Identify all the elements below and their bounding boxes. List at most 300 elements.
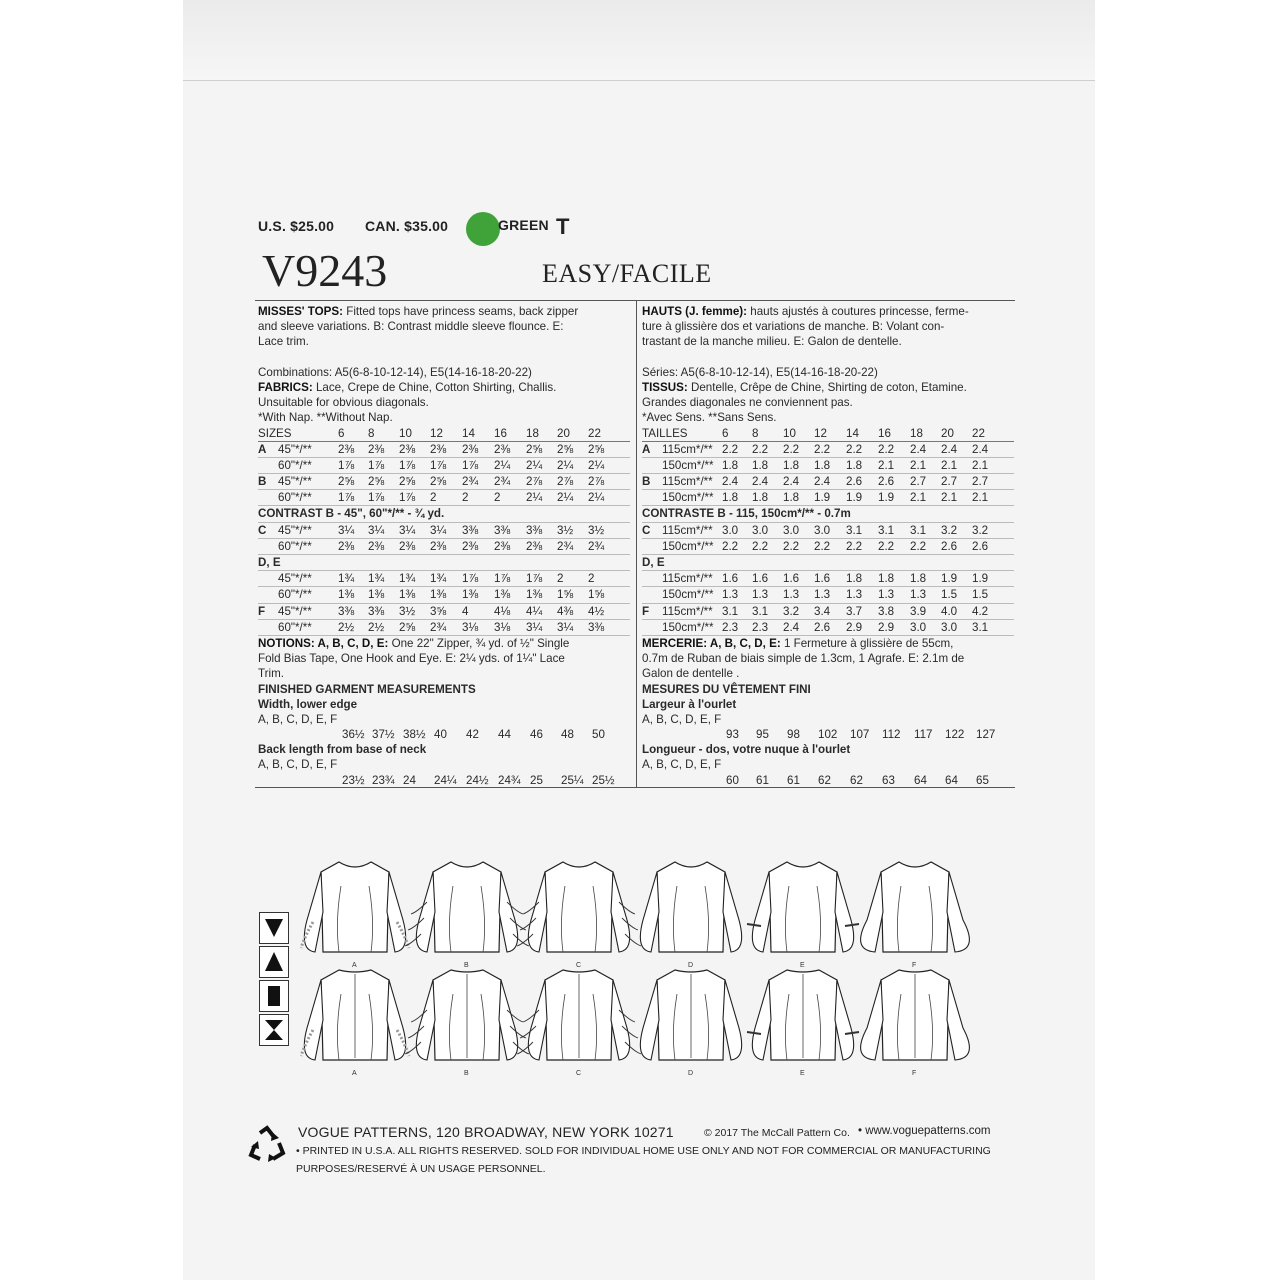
length-values bbox=[642, 773, 1014, 788]
yardage-value: 2.3 bbox=[752, 620, 769, 634]
garment-view-f-back bbox=[861, 970, 970, 1077]
view-letter: A bbox=[642, 442, 651, 456]
width-title: Width, lower edge bbox=[258, 697, 358, 711]
length-title: Longueur - dos, votre nuque à l'ourlet bbox=[642, 743, 851, 757]
yardage-value: 2⅜ bbox=[462, 442, 479, 456]
combinations: Combinations: A5(6-8-10-12-14), E5(14-16-18-20-22) bbox=[258, 365, 532, 379]
yardage-value: 2 bbox=[494, 491, 501, 505]
yardage-value: 3.2 bbox=[941, 523, 958, 537]
garment-view-a-back bbox=[301, 970, 409, 1077]
fabric-width: 60"*/** bbox=[278, 620, 312, 634]
yardage-value: 2⅜ bbox=[430, 442, 447, 456]
yardage-value: 2.1 bbox=[910, 491, 927, 505]
yardage-value: 2.4 bbox=[752, 475, 769, 489]
yardage-value: 3.1 bbox=[846, 523, 863, 537]
fabrics-title: TISSUS: bbox=[642, 380, 688, 394]
intro-line-3: Lace trim. bbox=[258, 335, 309, 349]
yardage-value: 2¼ bbox=[557, 491, 574, 505]
view-letter: C bbox=[258, 523, 267, 537]
yardage-value: 3.0 bbox=[752, 523, 769, 537]
yardage-value: 2½ bbox=[368, 620, 385, 634]
de-label-text: D, E bbox=[642, 556, 665, 569]
yardage-value: 1.6 bbox=[722, 572, 739, 586]
intro-line-2: and sleeve variations. B: Contrast middle sleeve flounce. E: bbox=[258, 320, 564, 334]
size-14: 14 bbox=[846, 426, 859, 440]
yardage-value: 2.6 bbox=[972, 539, 989, 553]
yardage-value: 1.8 bbox=[846, 458, 863, 472]
sizes-header bbox=[258, 426, 630, 442]
width-value: 48 bbox=[561, 728, 574, 742]
yardage-value: 3.1 bbox=[752, 604, 769, 618]
garment-view-c-front bbox=[517, 862, 641, 969]
legal-notice-line2: PURPOSES/RESERVÉ À UN USAGE PERSONNEL. bbox=[296, 1163, 546, 1175]
combinations: Séries: A5(6-8-10-12-14), E5(14-16-18-20-22) bbox=[642, 365, 878, 379]
yardage-value: 3¼ bbox=[368, 523, 385, 537]
yardage-value: 1.3 bbox=[722, 588, 739, 602]
yardage-value: 2⅝ bbox=[588, 442, 605, 456]
envelope-flap bbox=[183, 0, 1095, 81]
size-16: 16 bbox=[878, 426, 891, 440]
size-20: 20 bbox=[557, 426, 570, 440]
fabric-width: 150cm*/** bbox=[662, 620, 714, 634]
width-value: 93 bbox=[726, 728, 739, 742]
width-value: 102 bbox=[818, 728, 838, 742]
yardage-value: 2¼ bbox=[494, 458, 511, 472]
yardage-row bbox=[258, 490, 630, 506]
yardage-row bbox=[642, 442, 1014, 458]
size-8: 8 bbox=[368, 426, 375, 440]
size-6: 6 bbox=[338, 426, 345, 440]
length-views: A, B, C, D, E, F bbox=[258, 758, 338, 772]
yardage-value: 2 bbox=[430, 491, 437, 505]
yardage-value: 1⅞ bbox=[368, 458, 385, 472]
finished-title: MESURES DU VÊTEMENT FINI bbox=[642, 682, 811, 696]
size-12: 12 bbox=[814, 426, 827, 440]
yardage-row bbox=[258, 442, 630, 458]
yardage-value: 4⅛ bbox=[494, 604, 511, 618]
de-label-text: D, E bbox=[258, 556, 281, 569]
yardage-row bbox=[642, 539, 1014, 555]
yardage-value: 2.2 bbox=[878, 442, 895, 456]
garment-view-b-back bbox=[405, 970, 529, 1077]
yardage-value: 1.8 bbox=[752, 491, 769, 505]
width-value: 40 bbox=[434, 728, 447, 742]
fabric-width: 115cm*/** bbox=[662, 572, 713, 586]
length-value: 24¼ bbox=[434, 773, 457, 787]
yardage-value: 2⅞ bbox=[557, 475, 574, 489]
width-value: 36½ bbox=[342, 728, 365, 742]
size-6: 6 bbox=[722, 426, 729, 440]
width-value: 50 bbox=[592, 728, 605, 742]
yardage-value: 1⅞ bbox=[399, 491, 416, 505]
size-22: 22 bbox=[972, 426, 985, 440]
pattern-number: V9243 bbox=[262, 245, 388, 296]
yardage-value: 1¾ bbox=[399, 572, 416, 586]
yardage-value: 2¾ bbox=[494, 475, 511, 489]
length-value: 60 bbox=[726, 773, 739, 787]
width-value: 44 bbox=[498, 728, 511, 742]
yardage-value: 3.1 bbox=[878, 523, 895, 537]
yardage-value: 3.0 bbox=[783, 523, 800, 537]
width-views: A, B, C, D, E, F bbox=[642, 712, 722, 726]
column-divider bbox=[636, 300, 637, 787]
yardage-value: 1⅞ bbox=[462, 572, 479, 586]
yardage-value: 1⅞ bbox=[399, 458, 416, 472]
yardage-value: 2.1 bbox=[972, 491, 989, 505]
length-value: 23½ bbox=[342, 773, 365, 787]
yardage-value: 2⅝ bbox=[526, 442, 543, 456]
width-value: 112 bbox=[882, 728, 901, 742]
yardage-value: 3⅜ bbox=[462, 523, 479, 537]
yardage-value: 2.4 bbox=[814, 475, 831, 489]
view-letter: B bbox=[642, 475, 651, 489]
yardage-value: 2⅜ bbox=[399, 539, 416, 553]
yardage-value: 2⅜ bbox=[338, 539, 355, 553]
intro-line-1 bbox=[642, 304, 1014, 319]
spacer bbox=[258, 350, 630, 365]
yardage-value: 2⅝ bbox=[399, 620, 416, 634]
difficulty-label: EASY/FACILE bbox=[542, 259, 712, 288]
width-value: 127 bbox=[976, 728, 996, 742]
size-14: 14 bbox=[462, 426, 475, 440]
yardage-value: 3.0 bbox=[814, 523, 831, 537]
yardage-value: 2.1 bbox=[972, 458, 989, 472]
yardage-value: 1⅞ bbox=[462, 458, 479, 472]
view-label: A bbox=[352, 962, 357, 969]
width-values bbox=[642, 727, 1014, 742]
yardage-value: 2⅞ bbox=[526, 475, 543, 489]
fabric-width: 60"*/** bbox=[278, 458, 312, 472]
intro-title: MISSES' TOPS: bbox=[258, 305, 344, 318]
price-can: CAN. $35.00 bbox=[365, 218, 449, 234]
yardage-value: 3.1 bbox=[972, 620, 989, 634]
yardage-row bbox=[642, 490, 1014, 506]
yardage-value: 1.9 bbox=[814, 491, 831, 505]
fabric-width: 115cm*/** bbox=[662, 523, 713, 537]
de-label bbox=[642, 555, 1014, 571]
garment-view-f-front bbox=[861, 862, 970, 969]
yardage-value: 1.8 bbox=[846, 572, 863, 586]
yardage-value: 2¾ bbox=[430, 620, 447, 634]
fabric-width: 45"*/** bbox=[278, 442, 312, 456]
size-8: 8 bbox=[752, 426, 759, 440]
yardage-row bbox=[642, 620, 1014, 636]
yardage-value: 1⅜ bbox=[368, 588, 385, 602]
fabric-width: 115cm*/** bbox=[662, 475, 713, 489]
fabrics bbox=[258, 380, 630, 395]
length-value: 64 bbox=[914, 773, 927, 787]
yardage-value: 1.8 bbox=[783, 491, 800, 505]
yardage-value: 1⅝ bbox=[588, 588, 605, 602]
yardage-value: 3⅜ bbox=[526, 523, 543, 537]
yardage-row bbox=[642, 474, 1014, 490]
yardage-value: 3⅜ bbox=[368, 604, 385, 618]
contrast-b-text: CONTRAST B - 45", 60"*/** - ¾ yd. bbox=[258, 507, 445, 521]
intro-title: HAUTS (J. femme): bbox=[642, 305, 748, 318]
yardage-value: 2¼ bbox=[588, 458, 605, 472]
fabric-width: 45"*/** bbox=[278, 475, 312, 489]
width-value: 117 bbox=[914, 728, 933, 742]
yardage-value: 2⅝ bbox=[338, 475, 355, 489]
yardage-value: 2⅜ bbox=[399, 442, 416, 456]
yardage-value: 2.6 bbox=[846, 475, 863, 489]
notions-line-1 bbox=[642, 636, 1014, 651]
sizes-label: SIZES bbox=[258, 426, 292, 440]
yardage-value: 2⅜ bbox=[462, 539, 479, 553]
intro-text: Fitted tops have princess seams, back zipper bbox=[346, 305, 579, 318]
yardage-value: 1.5 bbox=[972, 588, 989, 602]
view-label: D bbox=[688, 962, 694, 969]
yardage-value: 2⅜ bbox=[430, 539, 447, 553]
yardage-value: 1⅝ bbox=[557, 588, 574, 602]
length-value: 24 bbox=[403, 773, 416, 787]
yardage-value: 3½ bbox=[588, 523, 605, 537]
yardage-value: 1⅜ bbox=[526, 588, 543, 602]
yardage-value: 1.8 bbox=[878, 572, 895, 586]
intro-line-3: trastant de la manche milieu. E: Galon de dentelle. bbox=[642, 335, 902, 349]
fabric-width: 45"*/** bbox=[278, 604, 312, 618]
fabric-width: 60"*/** bbox=[278, 491, 312, 505]
yardage-value: 2.4 bbox=[783, 620, 800, 634]
yardage-value: 2⅜ bbox=[526, 539, 543, 553]
sizes-label: TAILLES bbox=[642, 426, 688, 440]
yardage-value: 3¼ bbox=[430, 523, 447, 537]
top-rule bbox=[255, 300, 1015, 301]
yardage-value: 3⅝ bbox=[430, 604, 447, 618]
yardage-value: 3.0 bbox=[722, 523, 739, 537]
notions-line-3: Trim. bbox=[258, 667, 284, 681]
yardage-value: 1⅞ bbox=[494, 572, 511, 586]
size-10: 10 bbox=[399, 426, 412, 440]
yardage-value: 2.6 bbox=[814, 620, 831, 634]
yardage-value: 2.2 bbox=[910, 539, 927, 553]
yardage-value: 1⅜ bbox=[494, 588, 511, 602]
length-value: 25 bbox=[530, 773, 543, 787]
yardage-value: 4.2 bbox=[972, 604, 989, 618]
yardage-value: 3.4 bbox=[814, 604, 831, 618]
yardage-value: 1.8 bbox=[722, 458, 739, 472]
contrast-b-text: CONTRASTE B - 115, 150cm*/** - 0.7m bbox=[642, 507, 851, 521]
width-value: 107 bbox=[850, 728, 870, 742]
view-label: C bbox=[576, 1070, 582, 1077]
notions-text: 1 Fermeture à glissière de 55cm, bbox=[783, 636, 954, 650]
yardage-value: 1.3 bbox=[846, 588, 863, 602]
yardage-value: 1.3 bbox=[878, 588, 895, 602]
yardage-value: 2 bbox=[462, 491, 469, 505]
yardage-value: 2⅜ bbox=[368, 442, 385, 456]
fabric-width: 150cm*/** bbox=[662, 539, 714, 553]
garment-sketches bbox=[300, 850, 1020, 1080]
view-label: A bbox=[352, 1070, 357, 1077]
publisher-address: VOGUE PATTERNS, 120 BROADWAY, NEW YORK 10271 bbox=[298, 1124, 674, 1140]
yardage-value: 2.6 bbox=[941, 539, 958, 553]
yardage-value: 4.0 bbox=[941, 604, 958, 618]
yardage-value: 2.4 bbox=[941, 442, 958, 456]
yardage-value: 2.2 bbox=[783, 442, 800, 456]
view-label: B bbox=[464, 1070, 469, 1077]
yardage-value: 3⅜ bbox=[494, 523, 511, 537]
yardage-value: 2⅝ bbox=[399, 475, 416, 489]
notions-line-2: 0.7m de Ruban de biais simple de 1.3cm, 1 Agrafe. E: 2.1m de bbox=[642, 652, 965, 666]
yardage-row bbox=[642, 571, 1014, 587]
view-label: C bbox=[576, 962, 582, 969]
fabric-width: 60"*/** bbox=[278, 539, 312, 553]
yardage-value: 4⅜ bbox=[557, 604, 574, 618]
view-letter: A bbox=[258, 442, 267, 456]
yardage-value: 4 bbox=[462, 604, 469, 618]
yardage-value: 2.2 bbox=[814, 442, 831, 456]
length-value: 65 bbox=[976, 773, 989, 787]
length-value: 61 bbox=[787, 773, 800, 787]
yardage-value: 2.2 bbox=[722, 539, 739, 553]
yardage-value: 3.2 bbox=[972, 523, 989, 537]
yardage-value: 2.7 bbox=[972, 475, 989, 489]
size-18: 18 bbox=[910, 426, 923, 440]
color-dot bbox=[466, 212, 500, 246]
view-label: E bbox=[800, 962, 805, 969]
yardage-value: 3.0 bbox=[910, 620, 927, 634]
view-label: E bbox=[800, 1070, 805, 1077]
yardage-value: 1¾ bbox=[430, 572, 447, 586]
yardage-value: 2¼ bbox=[526, 458, 543, 472]
yardage-value: 1.8 bbox=[910, 572, 927, 586]
intro-line-1 bbox=[258, 304, 630, 319]
garment-view-c-back bbox=[517, 970, 641, 1077]
yardage-value: 3.0 bbox=[941, 620, 958, 634]
yardage-value: 2.7 bbox=[941, 475, 958, 489]
intro-text: hauts ajustés à coutures princesse, ferme- bbox=[750, 305, 969, 318]
yardage-value: 1¾ bbox=[368, 572, 385, 586]
garment-view-b-front bbox=[405, 862, 529, 969]
yardage-row bbox=[258, 458, 630, 474]
width-views: A, B, C, D, E, F bbox=[258, 712, 338, 726]
length-value: 25¼ bbox=[561, 773, 584, 787]
length-values bbox=[258, 773, 630, 788]
yardage-value: 2.4 bbox=[910, 442, 927, 456]
fabrics-title: FABRICS: bbox=[258, 380, 313, 394]
view-label: F bbox=[912, 962, 917, 969]
length-value: 23¾ bbox=[372, 773, 395, 787]
yardage-value: 4½ bbox=[588, 604, 605, 618]
length-value: 63 bbox=[882, 773, 895, 787]
yardage-value: 2.3 bbox=[722, 620, 739, 634]
yardage-value: 3½ bbox=[557, 523, 574, 537]
fabric-width: 45"*/** bbox=[278, 523, 312, 537]
yardage-row bbox=[258, 620, 630, 636]
yardage-value: 2.2 bbox=[846, 442, 863, 456]
width-value: 38½ bbox=[403, 728, 426, 742]
yardage-value: 2.2 bbox=[752, 539, 769, 553]
fabrics-note: Unsuitable for obvious diagonals. bbox=[258, 396, 429, 410]
width-value: 122 bbox=[945, 728, 965, 742]
notions-text: One 22" Zipper, ¾ yd. of ½" Single bbox=[391, 636, 570, 650]
yardage-value: 3½ bbox=[399, 604, 416, 618]
yardage-value: 1.6 bbox=[814, 572, 831, 586]
yardage-value: 1⅜ bbox=[462, 588, 479, 602]
yardage-value: 2⅜ bbox=[368, 539, 385, 553]
length-value: 61 bbox=[756, 773, 769, 787]
yardage-value: 2⅜ bbox=[338, 442, 355, 456]
recycle-icon bbox=[246, 1125, 288, 1170]
legal-notice-line1: • PRINTED IN U.S.A. ALL RIGHTS RESERVED. SOLD FOR INDIVIDUAL HOME USE ONLY AND NOT FOR COMMERCIAL OR MANUFACTURING bbox=[296, 1145, 991, 1157]
fabrics-note: Grandes diagonales ne conviennent pas. bbox=[642, 396, 853, 410]
size-18: 18 bbox=[526, 426, 539, 440]
yardage-value: 1.8 bbox=[814, 458, 831, 472]
yardage-row bbox=[258, 539, 630, 555]
yardage-value: 1⅞ bbox=[338, 491, 355, 505]
french-column bbox=[642, 304, 1014, 788]
yardage-value: 2⅜ bbox=[494, 539, 511, 553]
yardage-value: 2 bbox=[588, 572, 595, 586]
garment-view-e-front bbox=[747, 862, 859, 969]
yardage-value: 2.1 bbox=[941, 458, 958, 472]
length-value: 24¾ bbox=[498, 773, 521, 787]
yardage-value: 2¼ bbox=[557, 458, 574, 472]
finished-title: FINISHED GARMENT MEASUREMENTS bbox=[258, 682, 476, 696]
width-value: 46 bbox=[530, 728, 543, 742]
yardage-value: 1⅞ bbox=[338, 458, 355, 472]
width-title: Largeur à l'ourlet bbox=[642, 697, 737, 711]
yardage-value: 2.1 bbox=[941, 491, 958, 505]
yardage-value: 3.8 bbox=[878, 604, 895, 618]
yardage-value: 2.2 bbox=[814, 539, 831, 553]
garment-view-d-front bbox=[640, 862, 741, 969]
view-letter: B bbox=[258, 475, 267, 489]
yardage-value: 2.9 bbox=[878, 620, 895, 634]
yardage-row bbox=[258, 474, 630, 490]
yardage-value: 1.3 bbox=[752, 588, 769, 602]
width-value: 98 bbox=[787, 728, 800, 742]
fabric-width: 150cm*/** bbox=[662, 491, 714, 505]
nap-note: *With Nap. **Without Nap. bbox=[258, 411, 393, 425]
yardage-value: 1.9 bbox=[878, 491, 895, 505]
yardage-value: 3.7 bbox=[846, 604, 863, 618]
yardage-value: 2½ bbox=[338, 620, 355, 634]
intro-line-2: ture à glissière dos et variations de manche. B: Volant con- bbox=[642, 320, 945, 334]
yardage-row bbox=[258, 571, 630, 587]
yardage-value: 2⅝ bbox=[430, 475, 447, 489]
width-value: 37½ bbox=[372, 728, 395, 742]
yardage-value: 1.8 bbox=[722, 491, 739, 505]
yardage-value: 2.2 bbox=[722, 442, 739, 456]
yardage-value: 2.4 bbox=[783, 475, 800, 489]
yardage-value: 2.1 bbox=[910, 458, 927, 472]
fabrics-text: Dentelle, Crêpe de Chine, Shirting de coton, Etamine. bbox=[690, 380, 967, 394]
yardage-value: 2.9 bbox=[846, 620, 863, 634]
width-value: 95 bbox=[756, 728, 769, 742]
yardage-row bbox=[258, 523, 630, 539]
yardage-value: 1.8 bbox=[783, 458, 800, 472]
fabric-width: 45"*/** bbox=[278, 572, 312, 586]
yardage-value: 1.9 bbox=[941, 572, 958, 586]
view-symbol-hourglass bbox=[259, 1014, 289, 1046]
yardage-value: 1.3 bbox=[814, 588, 831, 602]
view-label: F bbox=[912, 1070, 917, 1077]
yardage-value: 3¼ bbox=[557, 620, 574, 634]
view-letter: C bbox=[642, 523, 651, 537]
nap-note: *Avec Sens. **Sans Sens. bbox=[642, 411, 777, 425]
yardage-value: 2 bbox=[557, 572, 564, 586]
yardage-value: 3⅛ bbox=[462, 620, 479, 634]
yardage-value: 1¾ bbox=[338, 572, 355, 586]
spacer bbox=[642, 350, 1014, 365]
yardage-row bbox=[642, 604, 1014, 620]
fabric-width: 115cm*/** bbox=[662, 604, 713, 618]
yardage-value: 2.2 bbox=[878, 539, 895, 553]
size-16: 16 bbox=[494, 426, 507, 440]
yardage-value: 3.2 bbox=[783, 604, 800, 618]
website-link[interactable]: • www.voguepatterns.com bbox=[858, 1125, 991, 1137]
